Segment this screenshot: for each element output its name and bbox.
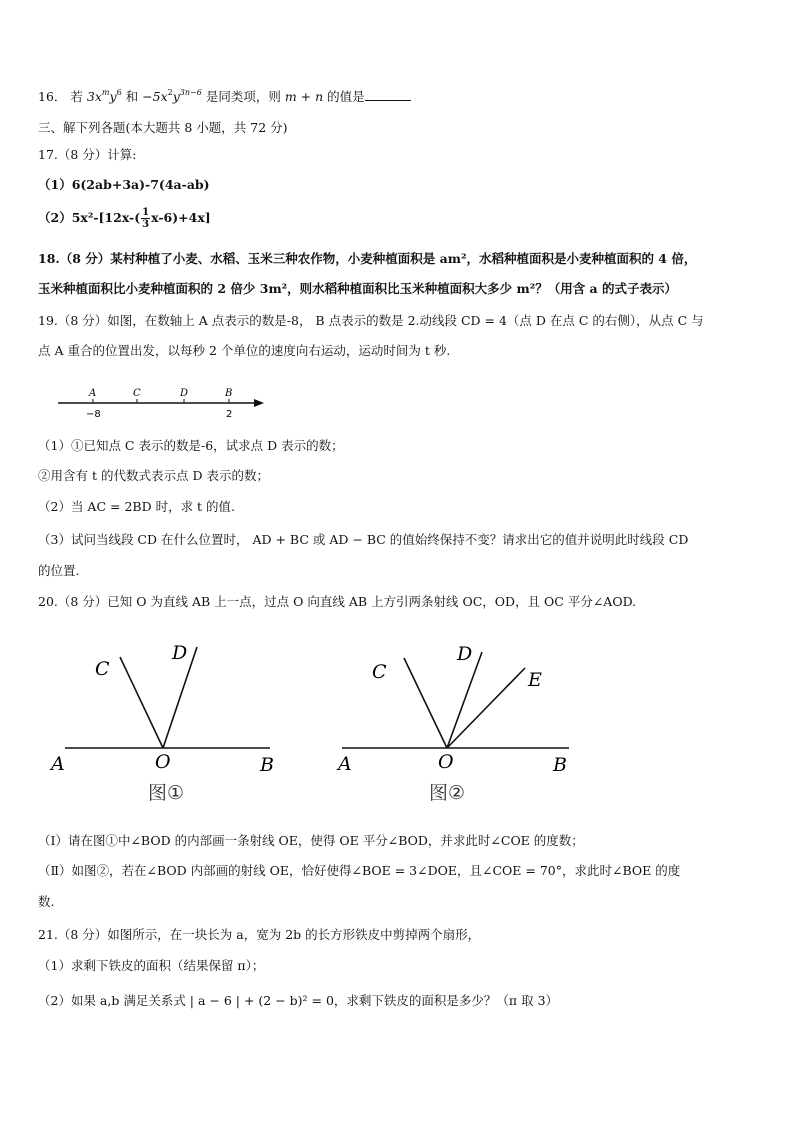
- label-c: C: [95, 658, 110, 680]
- question-17-part-1: （1）6(2ab+3a)-7(4a-ab): [38, 177, 210, 192]
- label-b: B: [553, 754, 567, 776]
- question-17-part-2: [38, 207, 211, 230]
- question-17-head: 17.（8 分）计算:: [38, 147, 137, 162]
- question-20-part-2a: （Ⅱ）如图②，若在∠BOD 内部画的射线 OE，恰好使得∠BOE = 3∠DOE，且∠COE = 70°，求此时∠BOE 的度: [38, 863, 681, 878]
- q16-text-4: 的值是: [327, 89, 365, 104]
- label-a: A: [89, 388, 97, 399]
- question-19-part-3b: 的位置.: [38, 563, 80, 578]
- label-a: A: [51, 753, 65, 775]
- q16-term-1: 3x: [86, 89, 102, 104]
- ray-od: [447, 652, 482, 748]
- answer-blank[interactable]: [365, 88, 411, 101]
- label-e: E: [528, 669, 542, 691]
- question-21-part-1: （1）求剩下铁皮的面积（结果保留 π）；: [38, 958, 265, 973]
- fraction-numerator: 1: [142, 207, 150, 218]
- question-19-part-3a: （3）试问当线段 CD 在什么位置时， AD + BC 或 AD − BC 的值始终保持不变？请求出它的值并说明此时线段 CD: [38, 532, 689, 547]
- ray-oc: [404, 658, 447, 748]
- angle-figure-2: [332, 635, 582, 815]
- question-19-part-2: （2）当 AC = 2BD 时，求 t 的值.: [38, 499, 236, 514]
- q16-var-y2: y: [172, 89, 180, 104]
- q16-text-2: 和: [125, 89, 139, 104]
- question-19-part-1b: ②用含有 t 的代数式表示点 D 表示的数；: [38, 468, 269, 483]
- question-21-part-2: （2）如果 a,b 满足关系式 | a − 6 | + (2 − b)² = 0，求剩下铁皮的面积是多少？（π 取 3）: [38, 993, 559, 1008]
- question-18-line-1: 18.（8 分）某村种植了小麦、水稻、玉米三种农作物，小麦种植面积是 am²，水稻种植面积是小麦种植面积的 4 倍，: [38, 251, 697, 266]
- q16-mn: m + n: [284, 89, 324, 104]
- question-20-head: 20.（8 分）已知 O 为直线 AB 上一点，过点 O 向直线 AB 上方引两条射线 OC，OD，且 OC 平分∠AOD.: [38, 594, 637, 609]
- label-b: B: [225, 388, 233, 399]
- ray-oe: [447, 668, 525, 748]
- label-b: B: [260, 754, 274, 776]
- q17-p2-post: x-6)+4x]: [151, 210, 211, 225]
- label-c: C: [372, 661, 387, 683]
- question-18-line-2: 玉米种植面积比小麦种植面积的 2 倍少 3m²，则水稻种植面积比玉米种植面积大多少 m²？（用含 a 的式子表示）: [38, 281, 678, 296]
- figure-1-caption: 图①: [148, 782, 185, 804]
- figure-2-caption: 图②: [429, 782, 466, 804]
- fraction-one-third: [141, 207, 150, 230]
- question-20-part-2b: 数.: [38, 894, 55, 909]
- label-a: A: [338, 753, 352, 775]
- angle-figure-1: [45, 635, 290, 815]
- q16-exp-2: 2: [167, 88, 173, 97]
- q16-exp-3n6: 3n−6: [179, 88, 202, 97]
- label-d: D: [457, 643, 473, 665]
- label-d: D: [180, 388, 189, 399]
- ray-oc: [120, 657, 163, 748]
- tick-value-2: 2: [226, 409, 233, 420]
- label-o: O: [438, 751, 454, 773]
- label-d: D: [172, 642, 188, 664]
- section-3-title: 三、解下列各题(本大题共 8 小题，共 72 分): [38, 120, 288, 135]
- q16-exp-m: m: [101, 88, 110, 97]
- q17-p2-pre: （2）5x²-[12x-(: [38, 210, 141, 225]
- question-20-part-1: （Ⅰ）请在图①中∠BOD 的内部画一条射线 OE，使得 OE 平分∠BOD，并求此时∠COE 的度数；: [38, 833, 584, 848]
- number-line-figure: [56, 382, 272, 422]
- label-c: C: [133, 388, 141, 399]
- q16-term-2: −5x: [142, 89, 168, 104]
- question-19-line-2: 点 A 重合的位置出发，以每秒 2 个单位的速度向右运动，运动时间为 t 秒.: [38, 343, 451, 358]
- q16-var-y: y: [109, 89, 117, 104]
- question-number: 16．: [38, 89, 67, 104]
- label-o: O: [155, 751, 171, 773]
- question-21-head: 21.（8 分）如图所示，在一块长为 a，宽为 2b 的长方形铁皮中剪掉两个扇形，: [38, 927, 481, 942]
- question-19-line-1: 19.（8 分）如图，在数轴上 A 点表示的数是-8， B 点表示的数是 2.动线段 CD = 4（点 D 在点 C 的右侧），从点 C 与: [38, 313, 704, 328]
- fraction-denominator: 3: [142, 219, 150, 230]
- question-16: [38, 88, 411, 106]
- arrow-head-icon: [254, 399, 264, 407]
- q16-exp-6: 6: [116, 88, 122, 97]
- tick-value-minus-8: −8: [86, 409, 101, 420]
- question-19-part-1a: （1）①已知点 C 表示的数是-6，试求点 D 表示的数；: [38, 438, 344, 453]
- q16-text-1: 若: [70, 89, 83, 104]
- q16-text-3: 是同类项，则: [205, 89, 281, 104]
